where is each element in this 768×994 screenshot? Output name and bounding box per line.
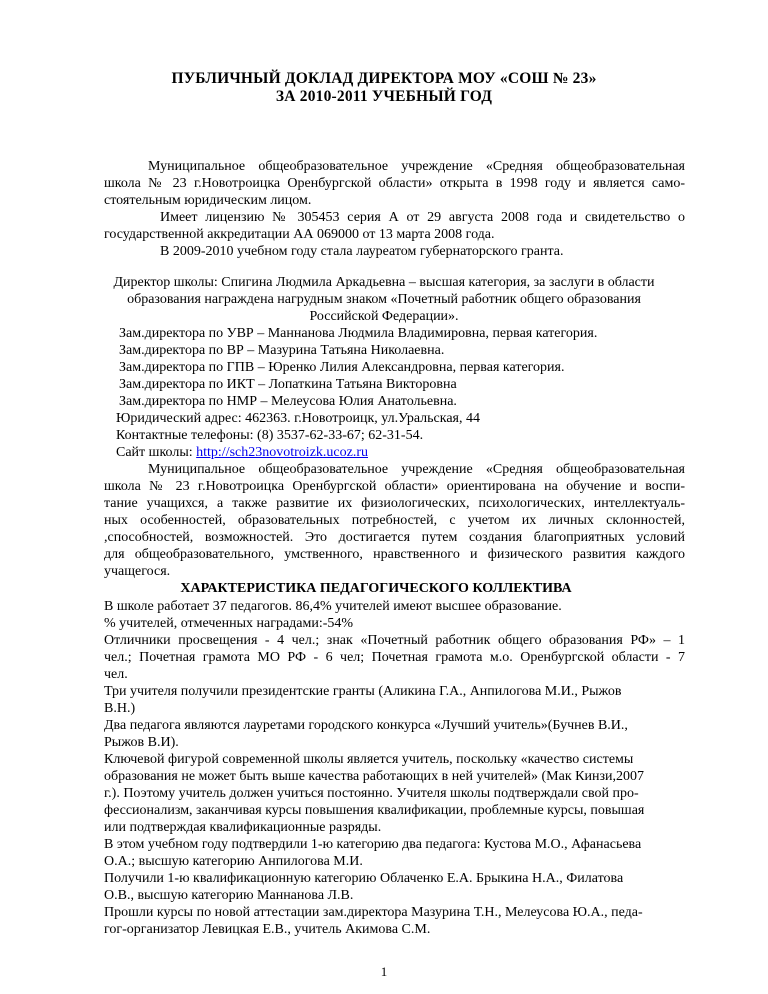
deputy-line: Зам.директора по УВР – Маннанова Людмила Владимировна, первая категория.: [119, 326, 598, 341]
deputy-line: Зам.директора по ИКТ – Лопаткина Татьяна Викторовна: [119, 377, 457, 392]
intro-line: стоятельным юридическим лицом.: [104, 193, 312, 208]
section-line: Получили 1-ю квалификационную категорию Облаченко Е.А. Брыкина Н.А., Филатова: [104, 871, 624, 886]
director-line: Российской Федерации».: [309, 309, 459, 324]
section-line: В.Н.): [104, 701, 136, 716]
director-line: Директор школы: Спигина Людмила Аркадьевна – высшая категория, за заслуги в области: [113, 275, 655, 290]
section-line: Прошли курсы по новой аттестации зам.директора Мазурина Т.Н., Мелеусова Ю.А., педа-: [104, 905, 643, 920]
site-link[interactable]: http://sch23novotroizk.ucoz.ru: [196, 445, 368, 460]
intro-line: Имеет лицензию № 305453 серия А от 29 августа 2008 года и свидетельство о: [160, 210, 685, 225]
mission-line: учащегося.: [104, 564, 171, 579]
section-line: В школе работает 37 педагогов. 86,4% учителей имеют высшее образование.: [104, 599, 562, 614]
deputy-line: Зам.директора по ВР – Мазурина Татьяна Николаевна.: [119, 343, 445, 358]
section-line: фессионализм, заканчивая курсы повышения квалификации, проблемные курсы, повышая: [104, 803, 645, 818]
document-title-line-2: ЗА 2010-2011 УЧЕБНЫЙ ГОД: [275, 88, 493, 105]
section-line: чел.: [104, 667, 128, 682]
section-line: Ключевой фигурой современной школы является учитель, поскольку «качество системы: [104, 752, 634, 767]
section-line: Два педагога являются лауретами городского конкурса «Лучший учитель»(Бучнев В.И.,: [104, 718, 628, 733]
mission-line: Муниципальное общеобразовательное учреждение «Средняя общеобразовательная: [148, 462, 685, 477]
site-label: Сайт школы:: [116, 445, 197, 460]
mission-line: школа № 23 г.Новотроицка Оренбургской области» ориентирована на обучение и воспи-: [104, 479, 685, 494]
section-line: г.). Поэтому учитель должен учиться постоянно. Учителя школы подтверждали свой про-: [104, 786, 639, 801]
mission-line: тание учащихся, а также развитие их физиологических, психологических, интеллектуаль-: [104, 496, 685, 511]
page-number: 1: [380, 964, 388, 979]
section-line: Три учителя получили президентские гранты (Аликина Г.А., Анпилогова М.И., Рыжов: [104, 684, 622, 699]
director-line: образования награждена нагрудным знаком «Почетный работник общего образования: [127, 292, 641, 307]
legal-address: Юридический адрес: 462363. г.Новотроицк, ул.Уральская, 44: [116, 411, 480, 426]
mission-line: ных особенностей, образовательных потребностей, с учетом их личных склонностей,: [104, 513, 685, 528]
intro-line: государственной аккредитации АА 069000 от 13 марта 2008 года.: [104, 227, 495, 242]
intro-line: В 2009-2010 учебном году стала лауреатом губернаторского гранта.: [160, 244, 564, 259]
mission-line: ,способностей, возможностей. Это достигается путем создания благоприятных условий: [104, 530, 685, 545]
deputy-line: Зам.директора по НМР – Мелеусова Юлия Анатольевна.: [119, 394, 457, 409]
section-line: гог-организатор Левицкая Е.В., учитель Акимова С.М.: [104, 922, 431, 937]
contact-phones: Контактные телефоны: (8) 3537-62-33-67; 62-31-54.: [116, 428, 424, 443]
section-line: О.А.; высшую категорию Анпилогова М.И.: [104, 854, 363, 869]
intro-line: Муниципальное общеобразовательное учреждение «Средняя общеобразовательная: [148, 159, 685, 174]
section-line: В этом учебном году подтвердили 1-ю категорию два педагога: Кустова М.О., Афанасьева: [104, 837, 642, 852]
document-title-line-1: ПУБЛИЧНЫЙ ДОКЛАД ДИРЕКТОРА МОУ «СОШ № 23»: [171, 70, 597, 87]
section-line: О.В., высшую категорию Маннанова Л.В.: [104, 888, 354, 903]
section-heading: ХАРАКТЕРИСТИКА ПЕДАГОГИЧЕСКОГО КОЛЛЕКТИВА: [180, 581, 572, 596]
section-line: образования не может быть выше качества работающих в ней учителей» (Мак Кинзи,2007: [104, 769, 644, 784]
school-site: [116, 444, 368, 461]
section-line: или подтверждая квалификационные разряды.: [104, 820, 382, 835]
section-line: Отличники просвещения - 4 чел.; знак «Почетный работник общего образования РФ» – 1: [104, 633, 685, 648]
intro-line: школа № 23 г.Новотроицка Оренбургской области» открыта в 1998 году и является само-: [104, 176, 685, 191]
section-line: % учителей, отмеченных наградами:-54%: [104, 616, 354, 631]
mission-line: для общеобразовательного, умственного, нравственного и физического развития каждого: [104, 547, 685, 562]
section-line: чел.; Почетная грамота МО РФ - 6 чел; Почетная грамота м.о. Оренбургской области - 7: [104, 650, 685, 665]
deputy-line: Зам.директора по ГПВ – Юренко Лилия Александровна, первая категория.: [119, 360, 565, 375]
section-line: Рыжов В.И).: [104, 735, 179, 750]
